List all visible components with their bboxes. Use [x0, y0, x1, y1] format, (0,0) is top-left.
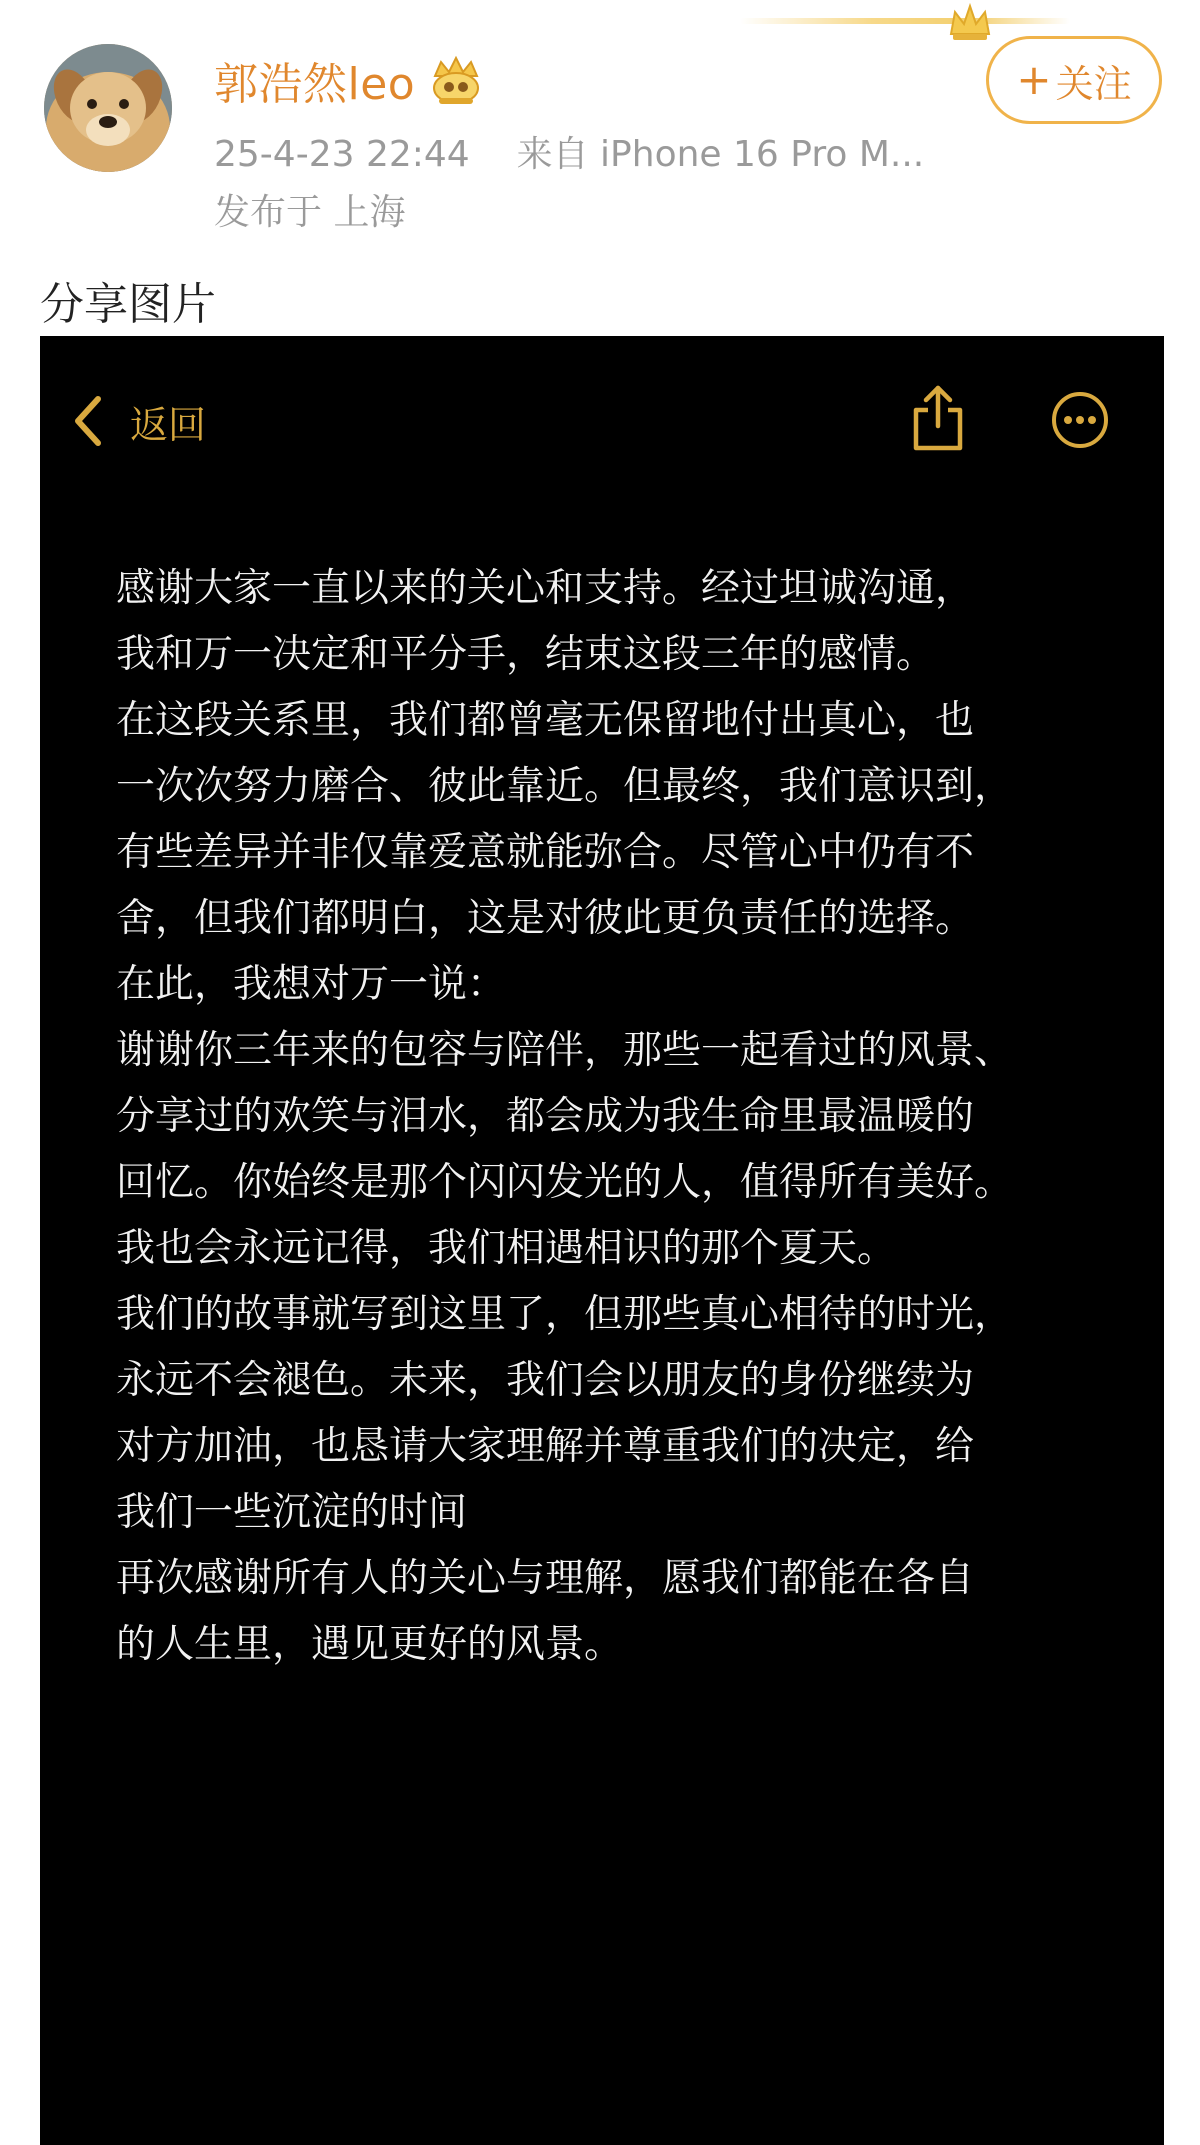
post-timestamp: 25-4-23 22:44 [214, 134, 470, 175]
vip-crown-badge-icon[interactable] [427, 54, 485, 106]
note-line: 有些差异并非仅靠爱意就能弥合。尽管心中仍有不 [116, 830, 975, 875]
note-line: 我和万一决定和平分手，结束这段三年的感情。 [116, 632, 936, 677]
post-source: 来自 iPhone 16 Pro M... [516, 134, 925, 175]
shared-image[interactable] [40, 336, 1164, 2145]
username-link[interactable]: 郭浩然leo [214, 59, 416, 110]
post-meta-time [214, 126, 924, 177]
plus-icon: + [1016, 55, 1052, 104]
note-line: 谢谢你三年来的包容与陪伴，那些一起看过的风景、 [116, 1028, 1014, 1073]
share-icon[interactable] [908, 382, 968, 454]
note-line: 对方加油，也恳请大家理解并尊重我们的决定，给 [116, 1424, 975, 1469]
back-button[interactable] [68, 386, 206, 456]
follow-label: 关注 [1055, 61, 1132, 106]
note-line: 在这段关系里，我们都曾毫无保留地付出真心，也 [116, 698, 975, 743]
note-line: 我也会永远记得，我们相遇相识的那个夏天。 [116, 1226, 897, 1271]
note-line: 回忆。你始终是那个闪闪发光的人，值得所有美好。 [116, 1160, 1014, 1205]
more-icon[interactable] [1050, 390, 1110, 450]
note-line: 分享过的欢笑与泪水，都会成为我生命里最温暖的 [116, 1094, 975, 1139]
post-location: 发布于 上海 [214, 192, 406, 233]
note-line: 感谢大家一直以来的关心和支持。经过坦诚沟通， [116, 566, 975, 611]
back-label: 返回 [130, 402, 207, 447]
note-line: 我们一些沉淀的时间 [116, 1490, 468, 1535]
username-row [214, 48, 485, 112]
chevron-left-icon [68, 393, 108, 449]
note-line: 永远不会褪色。未来，我们会以朋友的身份继续为 [116, 1358, 975, 1403]
note-line: 的人生里，遇见更好的风景。 [116, 1622, 624, 1667]
post-text: 分享图片 [40, 279, 216, 330]
note-line: 在此，我想对万一说： [116, 962, 507, 1007]
crown-icon [945, 0, 995, 44]
note-line: 我们的故事就写到这里了，但那些真心相待的时光， [116, 1292, 1014, 1337]
dog-avatar-image [44, 44, 172, 172]
note-line: 舍，但我们都明白，这是对彼此更负责任的选择。 [116, 896, 975, 941]
note-line: 再次感谢所有人的关心与理解，愿我们都能在各自 [116, 1556, 975, 1601]
note-line: 一次次努力磨合、彼此靠近。但最终，我们意识到， [116, 764, 1014, 809]
decorative-ribbon [740, 18, 1070, 24]
follow-button[interactable] [986, 36, 1162, 124]
avatar[interactable] [44, 44, 172, 172]
note-body [116, 556, 1126, 1678]
